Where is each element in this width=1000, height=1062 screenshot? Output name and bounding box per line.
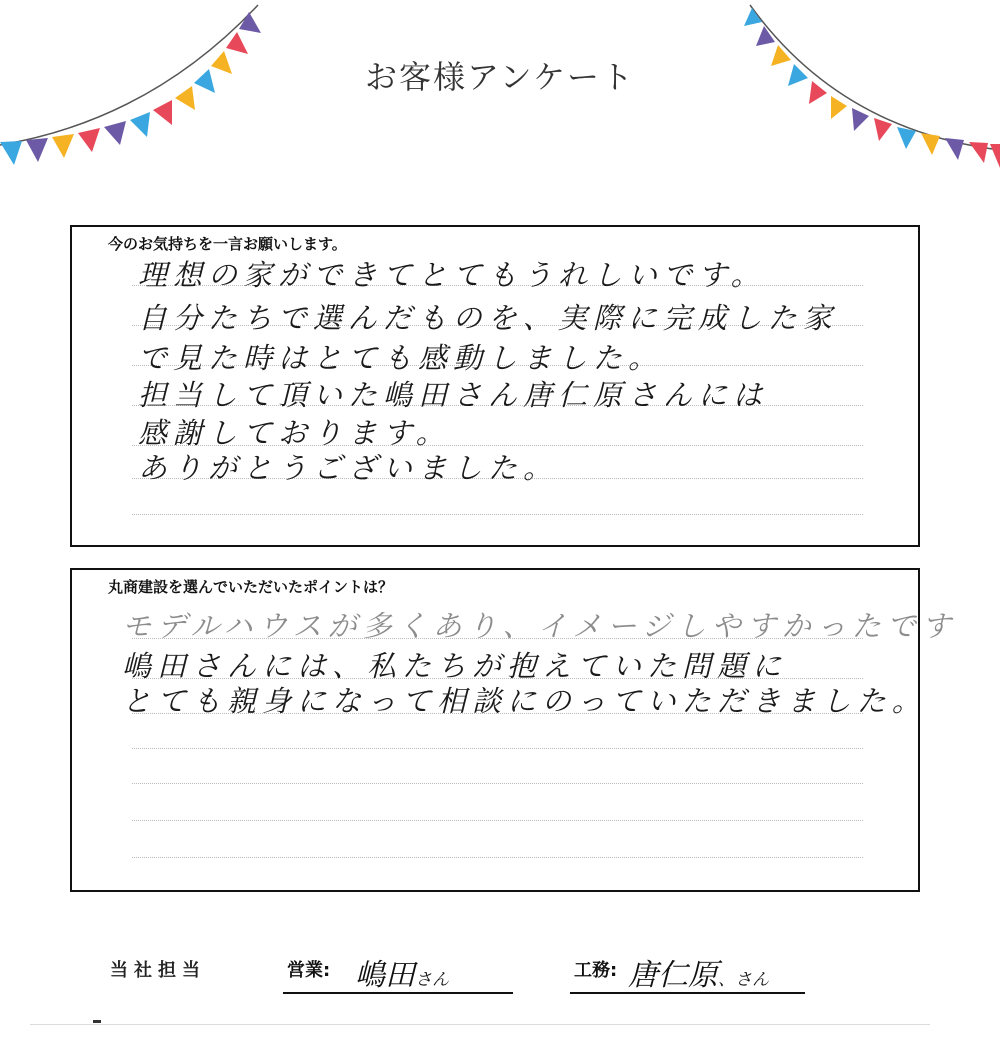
ruled-line bbox=[132, 820, 863, 821]
footer-divider bbox=[30, 1024, 930, 1025]
handwritten-line: 嶋田さんには、私たちが抱えていた問題に bbox=[122, 649, 788, 683]
sales-label: 営業: bbox=[287, 960, 331, 981]
handwritten-line: ありがとうございました。 bbox=[138, 451, 559, 485]
sales-underline bbox=[283, 992, 513, 994]
feelings-question: 今のお気持ちを一言お願いします。 bbox=[108, 235, 347, 253]
works-signature bbox=[628, 950, 769, 994]
handwritten-line: とても親身になって相談にのっていただきました。 bbox=[122, 684, 927, 718]
reasons-question: 丸商建設を選んでいただいたポイントは？ bbox=[108, 578, 394, 596]
works-suffix: 、さん bbox=[718, 970, 769, 990]
ruled-line bbox=[132, 514, 863, 515]
sales-signature bbox=[355, 950, 449, 994]
ruled-line bbox=[132, 748, 863, 749]
staff-heading: 当社担当 bbox=[110, 960, 206, 981]
sales-staff-field bbox=[283, 948, 513, 994]
handwritten-line: 理想の家ができてとてもうれしいです。 bbox=[138, 258, 766, 292]
reasons-box bbox=[70, 568, 957, 892]
ruled-line bbox=[132, 857, 863, 858]
handwritten-line: モデルハウスが多くあり、イメージしやすかったです bbox=[122, 609, 957, 643]
works-name: 唐仁原 bbox=[628, 958, 718, 993]
works-underline bbox=[570, 992, 805, 994]
ruled-line bbox=[132, 783, 863, 784]
handwritten-line: で見た時はとても感動しました。 bbox=[138, 341, 664, 375]
sales-name: 嶋田 bbox=[355, 958, 415, 993]
works-label: 工務: bbox=[574, 960, 618, 981]
works-staff-field bbox=[570, 948, 805, 994]
footer-mark bbox=[93, 1020, 101, 1023]
handwritten-line: 担当して頂いた嶋田さん唐仁原さんには bbox=[138, 378, 769, 412]
handwritten-line: 自分たちで選んだものを、実際に完成した家 bbox=[138, 301, 838, 335]
feelings-box bbox=[70, 225, 920, 547]
sales-suffix: さん bbox=[415, 970, 449, 990]
handwritten-line: 感謝しております。 bbox=[138, 416, 451, 450]
page-title: お客様アンケート bbox=[364, 58, 636, 96]
